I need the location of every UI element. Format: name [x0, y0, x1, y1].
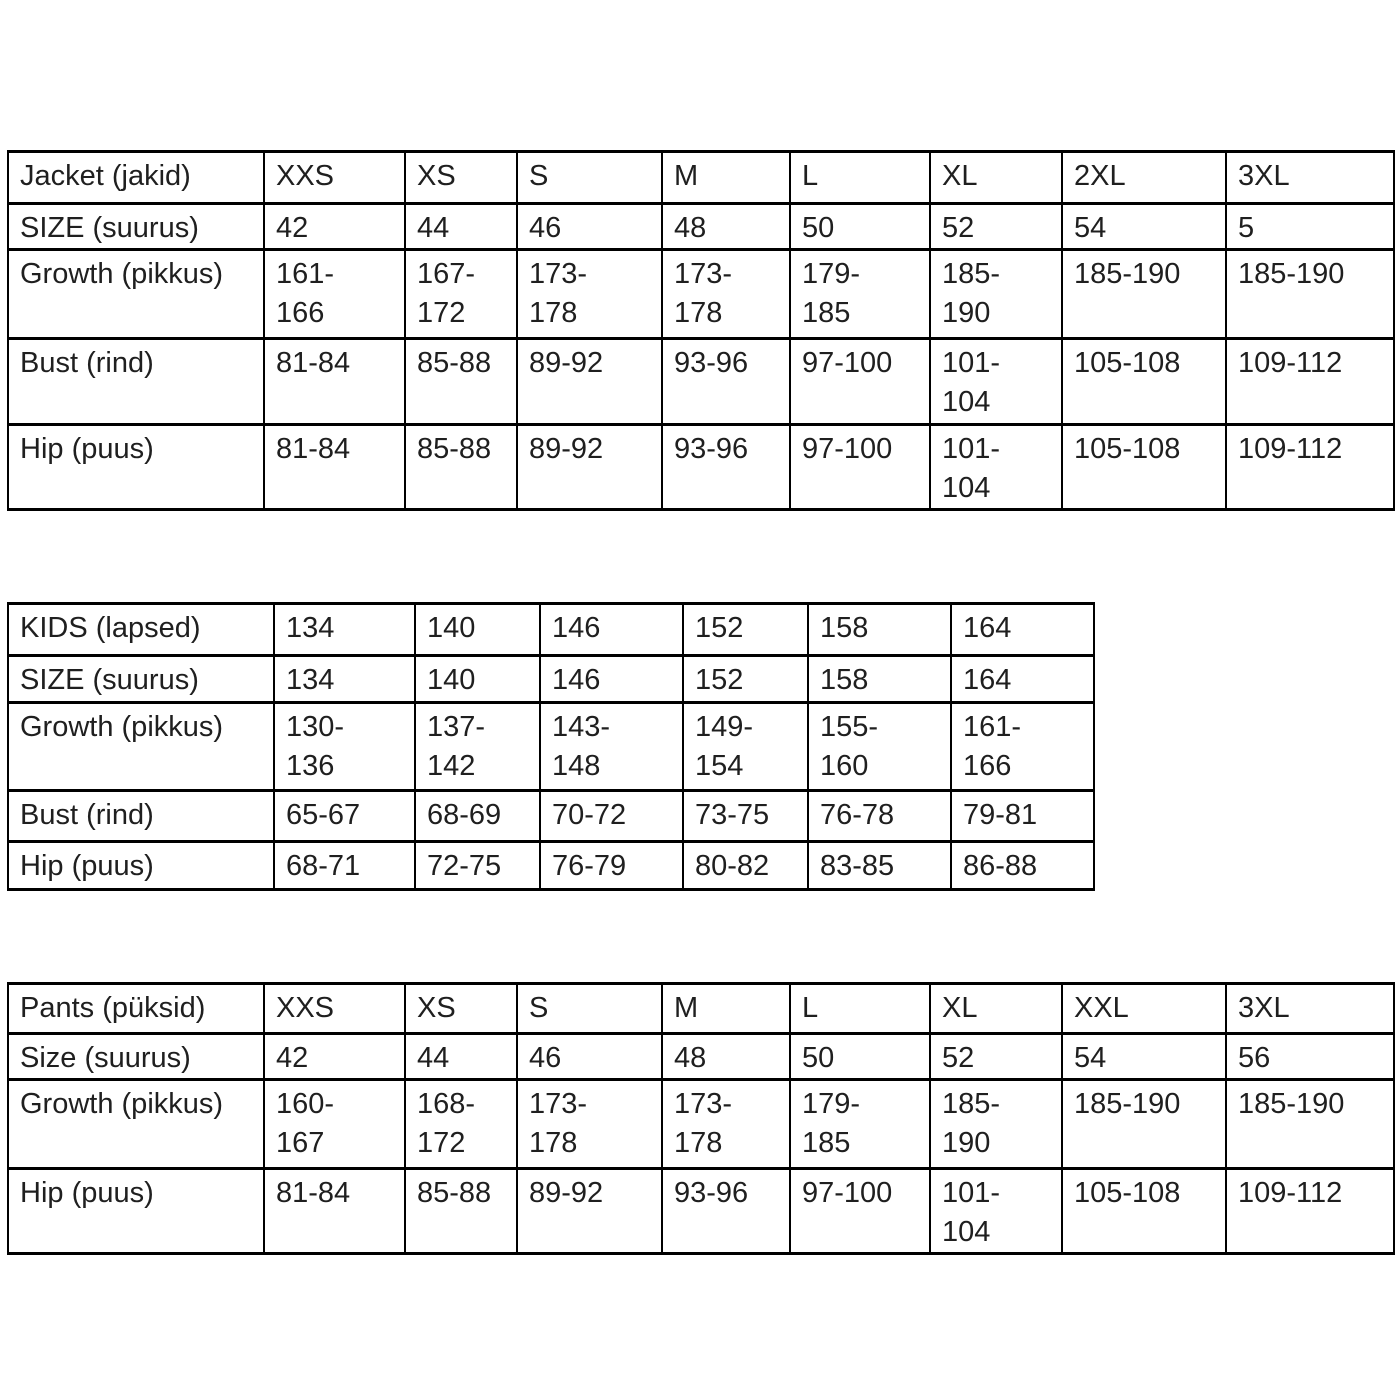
- value-cell: 54: [1062, 204, 1226, 250]
- value-cell: 161- 166: [951, 703, 1094, 791]
- value-cell: 70-72: [540, 791, 683, 842]
- value-cell: 89-92: [517, 425, 662, 510]
- table-row: [8, 1169, 1394, 1254]
- table-title-cell: Jacket (jakid): [8, 152, 264, 204]
- table-row: [8, 339, 1394, 425]
- value-cell: 168- 172: [405, 1080, 517, 1169]
- value-cell: 50: [790, 204, 930, 250]
- value-cell: 155- 160: [808, 703, 951, 791]
- column-header-cell: XXS: [264, 984, 405, 1034]
- value-cell: 42: [264, 204, 405, 250]
- value-cell: 109-112: [1226, 339, 1394, 425]
- table-row: [8, 656, 1094, 703]
- value-cell: 185- 190: [930, 250, 1062, 339]
- value-cell: 81-84: [264, 339, 405, 425]
- table-row: [8, 842, 1094, 890]
- column-header-cell: L: [790, 152, 930, 204]
- kids-size-table: [7, 602, 1095, 891]
- value-cell: 185- 190: [930, 1080, 1062, 1169]
- row-label-cell: Growth (pikkus): [8, 250, 264, 339]
- value-cell: 130- 136: [274, 703, 415, 791]
- value-cell: 93-96: [662, 425, 790, 510]
- value-cell: 85-88: [405, 425, 517, 510]
- column-header-cell: XXL: [1062, 984, 1226, 1034]
- row-label-cell: Size (suurus): [8, 1034, 264, 1080]
- value-cell: 76-79: [540, 842, 683, 890]
- value-cell: 137- 142: [415, 703, 540, 791]
- table-row: [8, 1080, 1394, 1169]
- column-header-cell: XL: [930, 152, 1062, 204]
- value-cell: 173- 178: [662, 250, 790, 339]
- header-row: [8, 984, 1394, 1034]
- value-cell: 173- 178: [517, 250, 662, 339]
- value-cell: 167- 172: [405, 250, 517, 339]
- column-header-cell: 158: [808, 604, 951, 656]
- value-cell: 79-81: [951, 791, 1094, 842]
- value-cell: 173- 178: [662, 1080, 790, 1169]
- column-header-cell: XXS: [264, 152, 405, 204]
- column-header-cell: XS: [405, 152, 517, 204]
- column-header-cell: XL: [930, 984, 1062, 1034]
- value-cell: 72-75: [415, 842, 540, 890]
- value-cell: 65-67: [274, 791, 415, 842]
- value-cell: 5: [1226, 204, 1394, 250]
- row-label-cell: Growth (pikkus): [8, 703, 274, 791]
- value-cell: 97-100: [790, 425, 930, 510]
- value-cell: 109-112: [1226, 1169, 1394, 1254]
- value-cell: 83-85: [808, 842, 951, 890]
- header-row: [8, 152, 1394, 204]
- value-cell: 52: [930, 1034, 1062, 1080]
- value-cell: 81-84: [264, 425, 405, 510]
- column-header-cell: 164: [951, 604, 1094, 656]
- value-cell: 89-92: [517, 339, 662, 425]
- header-row: [8, 604, 1094, 656]
- value-cell: 185-190: [1062, 1080, 1226, 1169]
- value-cell: 101- 104: [930, 425, 1062, 510]
- value-cell: 173- 178: [517, 1080, 662, 1169]
- value-cell: 81-84: [264, 1169, 405, 1254]
- value-cell: 50: [790, 1034, 930, 1080]
- value-cell: 105-108: [1062, 1169, 1226, 1254]
- value-cell: 86-88: [951, 842, 1094, 890]
- value-cell: 140: [415, 656, 540, 703]
- value-cell: 52: [930, 204, 1062, 250]
- column-header-cell: M: [662, 152, 790, 204]
- value-cell: 97-100: [790, 1169, 930, 1254]
- table-row: [8, 1034, 1394, 1080]
- value-cell: 42: [264, 1034, 405, 1080]
- value-cell: 185-190: [1226, 250, 1394, 339]
- value-cell: 160- 167: [264, 1080, 405, 1169]
- row-label-cell: Hip (puus): [8, 1169, 264, 1254]
- value-cell: 76-78: [808, 791, 951, 842]
- column-header-cell: 146: [540, 604, 683, 656]
- jacket-size-table: [7, 150, 1395, 511]
- value-cell: 48: [662, 1034, 790, 1080]
- value-cell: 80-82: [683, 842, 808, 890]
- column-header-cell: 2XL: [1062, 152, 1226, 204]
- table-row: [8, 703, 1094, 791]
- value-cell: 93-96: [662, 1169, 790, 1254]
- column-header-cell: XS: [405, 984, 517, 1034]
- value-cell: 185-190: [1062, 250, 1226, 339]
- row-label-cell: Bust (rind): [8, 791, 274, 842]
- value-cell: 46: [517, 1034, 662, 1080]
- table-title-cell: Pants (püksid): [8, 984, 264, 1034]
- column-header-cell: 3XL: [1226, 984, 1394, 1034]
- row-label-cell: SIZE (suurus): [8, 204, 264, 250]
- value-cell: 109-112: [1226, 425, 1394, 510]
- value-cell: 101- 104: [930, 1169, 1062, 1254]
- table-row: [8, 791, 1094, 842]
- table-row: [8, 425, 1394, 510]
- value-cell: 164: [951, 656, 1094, 703]
- row-label-cell: Hip (puus): [8, 842, 274, 890]
- value-cell: 152: [683, 656, 808, 703]
- value-cell: 146: [540, 656, 683, 703]
- value-cell: 68-71: [274, 842, 415, 890]
- table-row: [8, 250, 1394, 339]
- value-cell: 179- 185: [790, 1080, 930, 1169]
- row-label-cell: SIZE (suurus): [8, 656, 274, 703]
- column-header-cell: M: [662, 984, 790, 1034]
- row-label-cell: Bust (rind): [8, 339, 264, 425]
- value-cell: 44: [405, 204, 517, 250]
- value-cell: 149- 154: [683, 703, 808, 791]
- value-cell: 48: [662, 204, 790, 250]
- value-cell: 54: [1062, 1034, 1226, 1080]
- row-label-cell: Growth (pikkus): [8, 1080, 264, 1169]
- column-header-cell: 140: [415, 604, 540, 656]
- column-header-cell: L: [790, 984, 930, 1034]
- table-row: [8, 204, 1394, 250]
- value-cell: 46: [517, 204, 662, 250]
- value-cell: 44: [405, 1034, 517, 1080]
- value-cell: 101- 104: [930, 339, 1062, 425]
- column-header-cell: S: [517, 984, 662, 1034]
- value-cell: 89-92: [517, 1169, 662, 1254]
- value-cell: 105-108: [1062, 425, 1226, 510]
- column-header-cell: S: [517, 152, 662, 204]
- value-cell: 134: [274, 656, 415, 703]
- value-cell: 158: [808, 656, 951, 703]
- column-header-cell: 134: [274, 604, 415, 656]
- value-cell: 143- 148: [540, 703, 683, 791]
- column-header-cell: 3XL: [1226, 152, 1394, 204]
- pants-size-table: [7, 982, 1395, 1255]
- table-title-cell: KIDS (lapsed): [8, 604, 274, 656]
- value-cell: 56: [1226, 1034, 1394, 1080]
- value-cell: 185-190: [1226, 1080, 1394, 1169]
- value-cell: 73-75: [683, 791, 808, 842]
- column-header-cell: 152: [683, 604, 808, 656]
- value-cell: 105-108: [1062, 339, 1226, 425]
- row-label-cell: Hip (puus): [8, 425, 264, 510]
- value-cell: 97-100: [790, 339, 930, 425]
- value-cell: 85-88: [405, 1169, 517, 1254]
- value-cell: 85-88: [405, 339, 517, 425]
- value-cell: 93-96: [662, 339, 790, 425]
- value-cell: 161- 166: [264, 250, 405, 339]
- value-cell: 68-69: [415, 791, 540, 842]
- value-cell: 179- 185: [790, 250, 930, 339]
